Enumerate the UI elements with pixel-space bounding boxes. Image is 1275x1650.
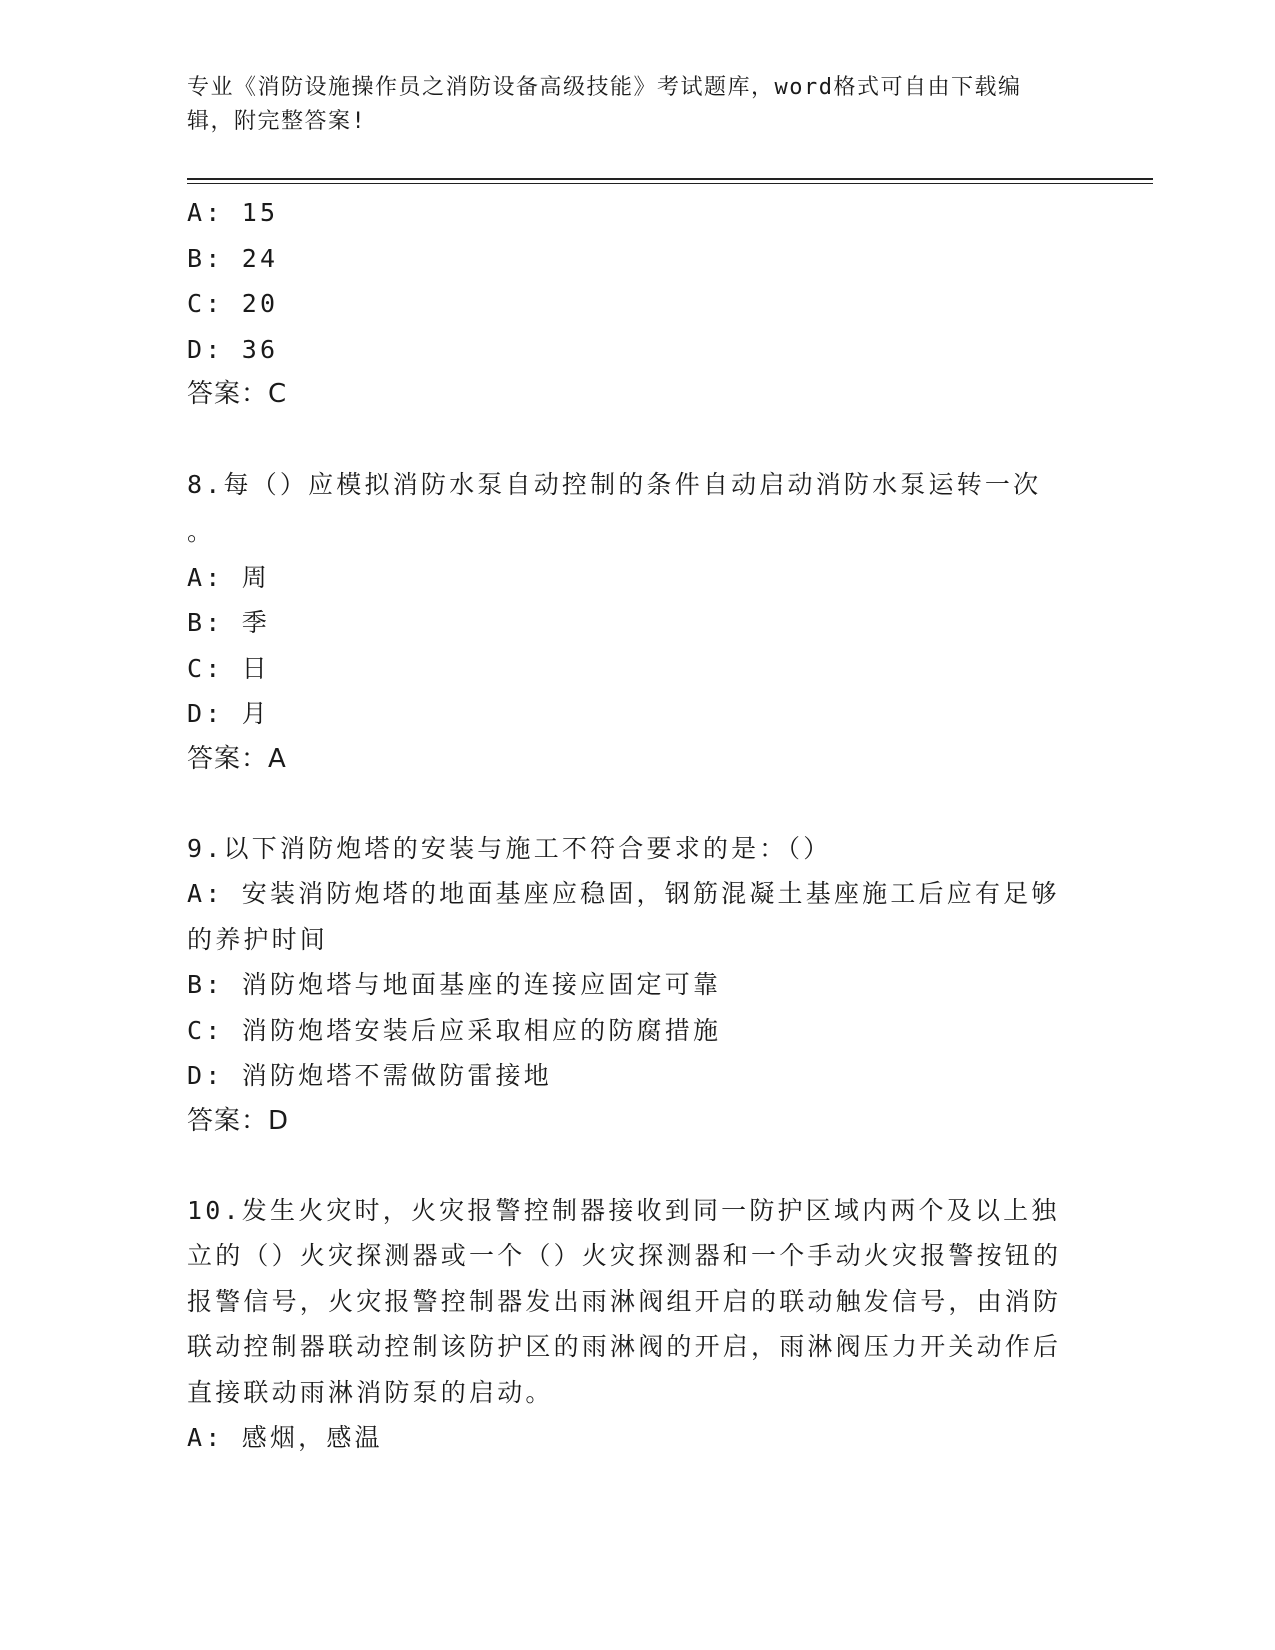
header-divider [187, 178, 1153, 180]
question-text: 9.以下消防炮塔的安装与施工不符合要求的是：（） [187, 833, 832, 863]
option-b: B: 消防炮塔与地面基座的连接应固定可靠 [187, 970, 722, 999]
option-c: C: 20 [187, 289, 279, 318]
option-c: C: 消防炮塔安装后应采取相应的防腐措施 [187, 1015, 722, 1045]
option-a: A: 安装消防炮塔的地面基座应稳固，钢筋混凝土基座施工后应有足够的养护时间 [187, 879, 1060, 954]
answer-text: 答案：C [187, 379, 288, 409]
option-b: B: 24 [187, 243, 279, 273]
option-a: A: 15 [187, 198, 279, 227]
question-text-tail: 。 [187, 517, 216, 546]
option-b: B: 季 [187, 608, 270, 637]
option-c: C: 日 [187, 653, 270, 683]
question-9 [187, 826, 1067, 1144]
answer-text: 答案：D [187, 1105, 290, 1136]
option-a: A: 感烟，感温 [187, 1423, 383, 1452]
question-8 [187, 461, 1067, 782]
document-header: 专业《消防设施操作员之消防设备高级技能》考试题库，word格式可自由下载编辑，附完整答案! [187, 75, 1022, 134]
header-divider-thin [187, 183, 1153, 184]
option-d: D: 消防炮塔不需做防雷接地 [187, 1061, 552, 1090]
answer-text: 答案：A [187, 743, 287, 774]
option-d: D: 月 [187, 699, 270, 728]
option-d: D: 36 [187, 334, 279, 364]
question-10 [187, 1188, 1067, 1461]
question-text: 8.每（）应模拟消防水泵自动控制的条件自动启动消防水泵运转一次 [187, 470, 1042, 499]
option-a: A: 周 [187, 562, 270, 592]
question-7 [187, 190, 1067, 417]
question-text: 10.发生火灾时，火灾报警控制器接收到同一防护区域内两个及以上独立的（）火灾探测器或一个（）火灾探测器和一个手动火灾报警按钮的报警信号，火灾报警控制器发出雨淋阀组开启的联动触发信号，由消防联动控制器联动控制该防护区的雨淋阀的开启，雨淋阀压力开关动作后直接联动雨淋消防泵的启动。 [187, 1195, 1062, 1407]
question-list [187, 190, 1067, 1461]
